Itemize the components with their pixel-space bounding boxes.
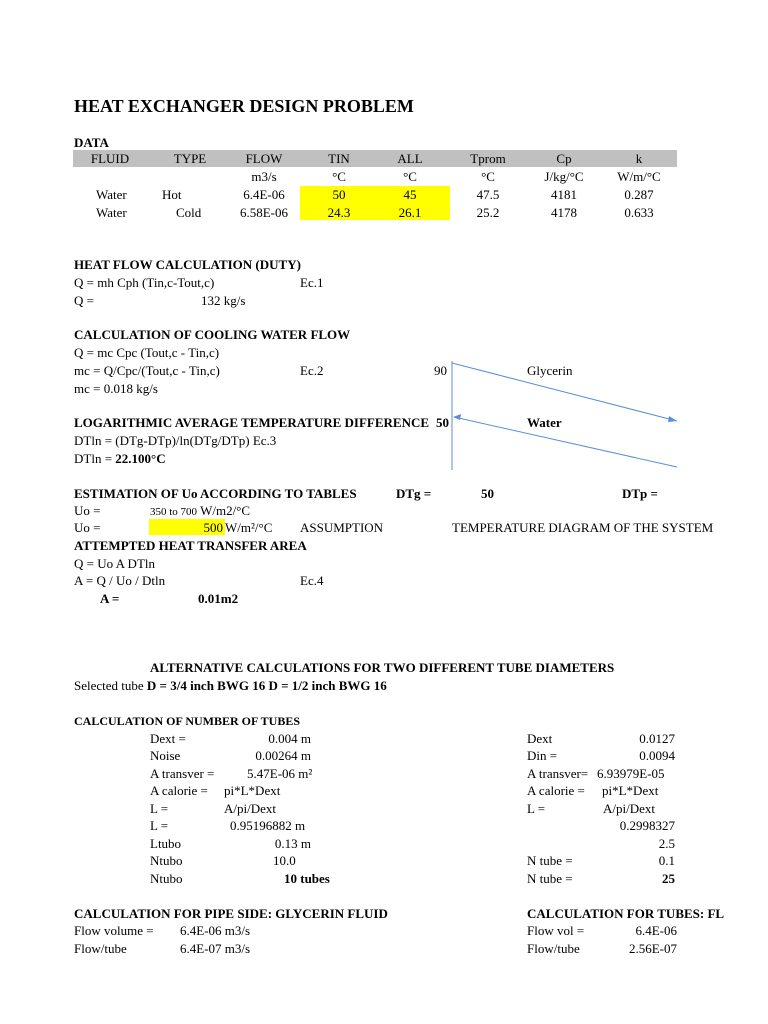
water-arrowhead [453, 414, 461, 420]
tube-side-label-flow-tube: Flow/tube [527, 941, 580, 956]
selected-tube [74, 678, 387, 694]
unit-flow: m3/s [251, 169, 277, 184]
diagram-label-water: Water [527, 415, 562, 430]
left-label-ntubo: Ntubo [150, 853, 183, 868]
dtg-value: 50 [481, 486, 494, 501]
diagram-label-glycerin: Glycerin [527, 363, 573, 378]
dtg-label: DTg = [396, 486, 432, 501]
right-value-ltube: 2.5 [658, 836, 675, 851]
left-value-ntubo-final: 10 tubes [284, 871, 330, 886]
header-type: TYPE [173, 151, 207, 166]
header-tin: TIN [328, 151, 350, 166]
glycerin-arrowhead [668, 416, 677, 422]
tube-side-value-flow-tube: 2.56E-07 [628, 941, 677, 956]
area-title: ATTEMPTED HEAT TRANSFER AREA [74, 538, 307, 553]
uo-title: ESTIMATION OF Uo ACCORDING TO TABLES [74, 486, 357, 501]
uo-assumed-label: Uo = [74, 520, 101, 535]
header-tprom: Tprom [470, 151, 506, 166]
tube-side-value-flow-vol: 6.4E-06 [635, 923, 677, 938]
row1-k: 0.287 [624, 187, 654, 202]
alt-title: ALTERNATIVE CALCULATIONS FOR TWO DIFFERENT TUBE DIAMETERS [150, 660, 615, 675]
unit-k: W/m/°C [617, 169, 661, 184]
left-label-ntubo-final: Ntubo [150, 871, 183, 886]
diagram-value-mid: 50 [436, 415, 449, 430]
left-value-acalorie: pi*L*Dext [224, 783, 281, 798]
pipe-side-value-flow-tube: 6.4E-07 m3/s [180, 941, 251, 956]
header-fluid: FLUID [90, 151, 130, 166]
left-label-ltubo: Ltubo [150, 836, 182, 851]
left-label-l: L = [150, 818, 169, 833]
left-label-l-formula: L = [150, 801, 169, 816]
lmtd-title: LOGARITHMIC AVERAGE TEMPERATURE DIFFERENCE [74, 415, 430, 430]
unit-all: °C [403, 169, 417, 184]
left-label-acalorie: A calorie = [150, 783, 208, 798]
lmtd-equation: DTln = (DTg-DTp)/ln(DTg/DTp) Ec.3 [74, 433, 277, 448]
row2-cp: 4178 [551, 205, 577, 220]
left-value-l-formula: A/pi/Dext [224, 801, 276, 816]
heat-flow-equation: Q = mh Cph (Tin,c-Tout,c) [74, 275, 215, 290]
area-result-value: 0.01m2 [198, 591, 239, 606]
row1-type: Hot [162, 187, 182, 202]
lmtd-result-value: 22.100°C [115, 451, 166, 466]
pipe-side-value-flow-volume: 6.4E-06 m3/s [180, 923, 251, 938]
row1-flow: 6.4E-06 [243, 187, 285, 202]
row1-all: 45 [403, 187, 417, 202]
header-all: ALL [397, 151, 423, 166]
uo-assumption: ASSUMPTION [300, 520, 384, 535]
left-label-dext: Dext = [150, 731, 186, 746]
heat-flow-result-value: 132 kg/s [201, 293, 246, 308]
left-label-atransver: A transver = [150, 766, 215, 781]
dtp-label: DTp = [622, 486, 658, 501]
uo-assumed-value: 500 [203, 520, 223, 535]
left-value-dext: 0.004 m [268, 731, 311, 746]
uo-range-value: 350 to 700 [150, 506, 198, 518]
row2-tin: 24.3 [327, 205, 351, 220]
area-eq-ref: Ec.4 [300, 573, 324, 588]
row1-tin: 50 [332, 187, 346, 202]
diagram-value-top: 90 [434, 363, 447, 378]
right-value-acalorie: pi*L*Dext [602, 783, 659, 798]
left-value-noise: 0.00264 m [255, 748, 311, 763]
row1-fluid: Water [96, 187, 127, 202]
cooling-equation-2: mc = Q/Cpc/(Tout,c - Tin,c) [74, 363, 220, 378]
left-value-atransver: 5.47E-06 m² [247, 766, 313, 781]
cooling-title: CALCULATION OF COOLING WATER FLOW [74, 327, 351, 342]
right-value-atransver: 6.93979E-05 [597, 766, 665, 781]
unit-tin: °C [332, 169, 346, 184]
pipe-side-title: CALCULATION FOR PIPE SIDE: GLYCERIN FLUID [74, 906, 388, 921]
unit-cp: J/kg/°C [544, 169, 584, 184]
row1-tprom: 47.5 [476, 187, 500, 202]
selected-tube-prefix: Selected tube [74, 678, 147, 693]
area-result-label: A = [100, 591, 120, 606]
heat-flow-eq-ref: Ec.1 [300, 275, 324, 290]
uo-assumed-unit: W/m²/°C [225, 520, 273, 535]
uo-range-label: Uo = [74, 503, 101, 518]
right-label-l-formula: L = [527, 801, 546, 816]
pipe-side-label-flow-volume: Flow volume = [74, 923, 154, 938]
pipe-side-label-flow-tube: Flow/tube [74, 941, 127, 956]
tube-side-label-flow-vol: Flow vol = [527, 923, 585, 938]
area-equation-2: A = Q / Uo / Dtln [74, 573, 166, 588]
header-flow: FLOW [245, 151, 283, 166]
row1-cp: 4181 [551, 187, 577, 202]
right-value-ntube-final: 25 [662, 871, 675, 886]
left-label-noise: Noise [150, 748, 181, 763]
row2-all: 26.1 [398, 205, 422, 220]
left-value-l: 0.95196882 m [230, 818, 306, 833]
right-value-din: 0.0094 [639, 748, 675, 763]
row2-flow: 6.58E-06 [239, 205, 289, 220]
header-k: k [635, 151, 643, 166]
tube-side-title: CALCULATION FOR TUBES: FL [527, 906, 725, 921]
right-label-atransver: A transver= [527, 766, 589, 781]
right-label-dext: Dext [527, 731, 553, 746]
heat-flow-result-label: Q = [74, 293, 94, 308]
row2-tprom: 25.2 [476, 205, 500, 220]
cooling-eq-ref: Ec.2 [300, 363, 324, 378]
row2-fluid: Water [96, 205, 127, 220]
right-value-ntube: 0.1 [658, 853, 675, 868]
heat-flow-title: HEAT FLOW CALCULATION (DUTY) [74, 257, 301, 272]
lmtd-result [74, 451, 166, 467]
right-label-din: Din = [527, 748, 558, 763]
cooling-result: mc = 0.018 kg/s [74, 381, 158, 396]
right-label-ntube: N tube = [527, 853, 573, 868]
uo-range-unit: W/m2/°C [200, 503, 251, 518]
right-label-acalorie: A calorie = [527, 783, 585, 798]
right-value-dext: 0.0127 [639, 731, 675, 746]
left-value-ntubo: 10.0 [273, 853, 296, 868]
right-label-ntube-final: N tube = [527, 871, 573, 886]
lmtd-result-prefix: DTln = [74, 451, 116, 466]
row2-type: Cold [176, 205, 202, 220]
uo-range [150, 503, 250, 520]
water-line [454, 417, 677, 467]
page-title: HEAT EXCHANGER DESIGN PROBLEM [74, 96, 414, 116]
right-value-l: 0.2998327 [619, 818, 675, 833]
data-section-label: DATA [74, 135, 109, 150]
selected-tube-value: D = 3/4 inch BWG 16 D = 1/2 inch BWG 16 [146, 678, 387, 693]
left-value-ltubo: 0.13 m [274, 836, 311, 851]
right-value-l-formula: A/pi/Dext [603, 801, 655, 816]
unit-tprom: °C [481, 169, 495, 184]
row2-k: 0.633 [624, 205, 654, 220]
cooling-equation-1: Q = mc Cpc (Tout,c - Tin,c) [74, 345, 220, 360]
diagram-caption: TEMPERATURE DIAGRAM OF THE SYSTEM [452, 520, 714, 535]
tubes-title: CALCULATION OF NUMBER OF TUBES [74, 714, 301, 728]
area-equation-1: Q = Uo A DTln [74, 556, 156, 571]
header-cp: Cp [556, 151, 572, 166]
